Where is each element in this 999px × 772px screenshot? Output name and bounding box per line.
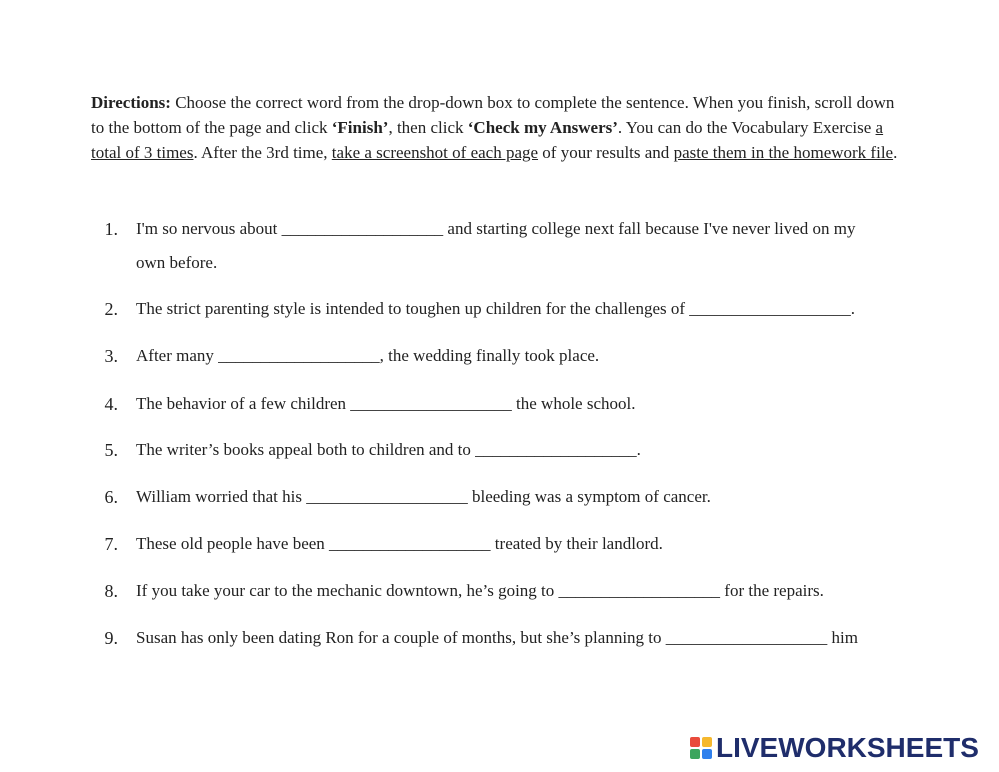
directions-text: . You can do the Vocabulary Exercise — [617, 118, 876, 137]
question-number: 6. — [104, 487, 118, 507]
homework-note: paste them in the homework file — [673, 143, 894, 162]
question-text: Susan has only been dating Ron for a couple of months, but she’s planning to ___________________ him — [136, 628, 858, 647]
question-text: The behavior of a few children ___________________ the whole school. — [136, 394, 636, 413]
attempts-note: a total of 3 times — [91, 118, 884, 162]
question-text: I'm so nervous about ___________________ and starting college next fall because I've never lived on my — [136, 219, 856, 238]
question-text-continued: own before. — [136, 253, 218, 272]
question-number: 7. — [104, 534, 118, 554]
question-number: 5. — [104, 440, 118, 460]
directions-text: of your results and — [538, 143, 674, 162]
question-number: 1. — [104, 219, 118, 239]
finish-keyword: ‘Finish’ — [331, 118, 389, 137]
question-text: The writer’s books appeal both to children and to ___________________. — [136, 440, 641, 459]
directions-text: Choose the correct word from the drop-down box to complete the sentence. When you finish, scroll down to the bottom of the page and click — [91, 93, 895, 137]
directions-label: Directions: — [91, 93, 171, 112]
question-number: 3. — [104, 346, 118, 366]
question-text: The strict parenting style is intended to toughen up children for the challenges of ___________________. — [136, 299, 856, 318]
question-number: 4. — [104, 394, 118, 414]
check-answers-keyword: ‘Check my Answers’ — [467, 118, 618, 137]
question-text: William worried that his ___________________ bleeding was a symptom of cancer. — [136, 487, 711, 506]
directions-paragraph — [91, 90, 911, 165]
question-text: After many ___________________, the wedding finally took place. — [136, 346, 600, 365]
question-number: 9. — [104, 628, 118, 648]
directions-text: , then click — [388, 118, 468, 137]
directions-text: . After the 3rd time, — [193, 143, 332, 162]
directions-text: . — [893, 143, 898, 162]
logo-text: LIVEWORKSHEETS — [716, 732, 979, 763]
question-number: 2. — [104, 299, 118, 319]
question-number: 8. — [104, 581, 118, 601]
question-text: If you take your car to the mechanic downtown, he’s going to ___________________ for the repairs. — [136, 581, 824, 600]
liveworksheets-logo — [690, 730, 979, 766]
screenshot-note: take a screenshot of each page — [331, 143, 539, 162]
logo-mark-icon — [690, 737, 712, 759]
question-text: These old people have been ___________________ treated by their landlord. — [136, 534, 663, 553]
